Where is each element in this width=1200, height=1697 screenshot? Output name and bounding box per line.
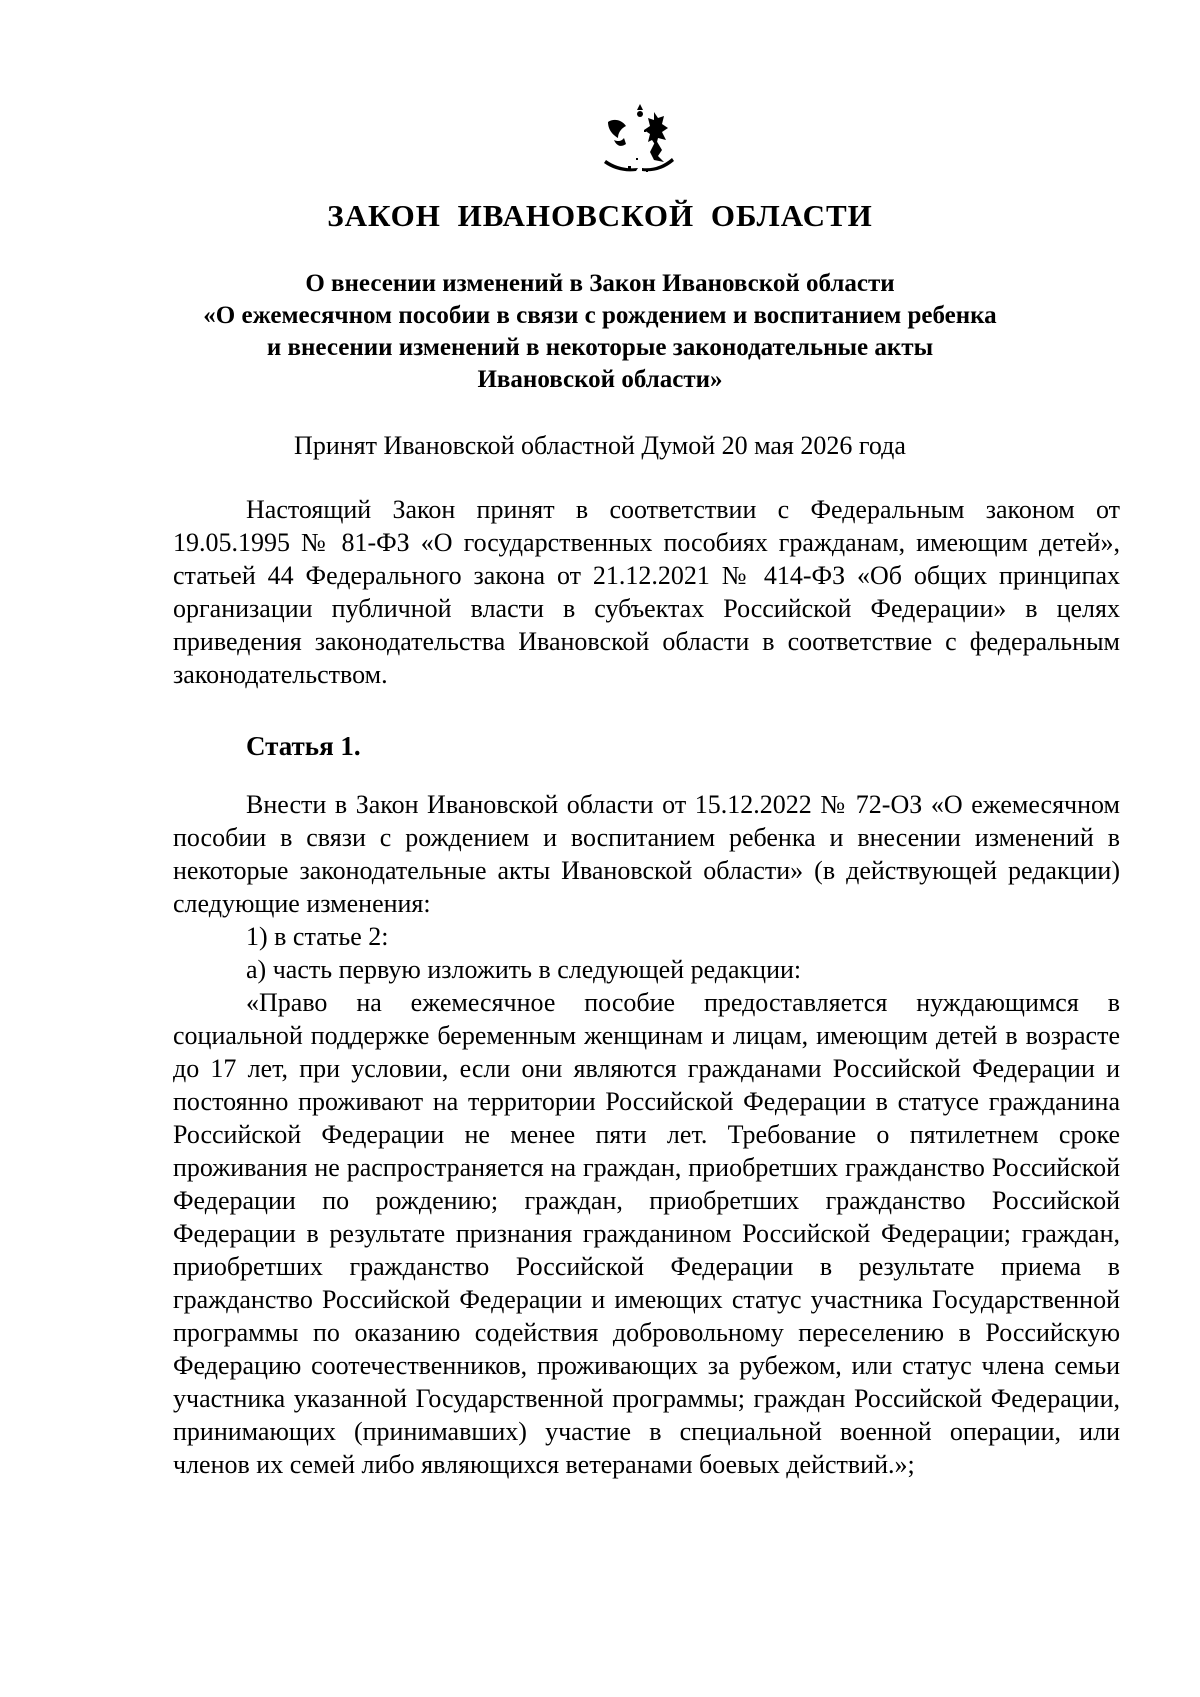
article-body — [173, 788, 1120, 1481]
article-heading: Статья 1. — [246, 731, 361, 761]
subitem-paragraph: а) часть первую изложить в следующей редакции: — [246, 955, 802, 984]
coat-of-arms-emblem — [598, 100, 682, 184]
subtitle-line: «О ежемесячном пособии в связи с рождением и воспитанием ребенка — [203, 302, 997, 329]
subtitle-line: Ивановской области» — [477, 366, 723, 393]
item-paragraph: 1) в статье 2: — [246, 922, 389, 951]
law-subtitle — [150, 268, 1050, 396]
adoption-line: Принят Ивановской областной Думой 20 мая 2026 года — [294, 431, 906, 460]
subtitle-line: О внесении изменений в Закон Ивановской области — [305, 270, 895, 297]
quoted-amendment-paragraph: «Право на ежемесячное пособие предоставляется нуждающимся в социальной поддержке беременным женщинам и лицам, имеющим детей в возрасте до 17 лет, при условии, если они являются гражданами Российской Федерации и постоянно проживают на территории Российской Федерации в статусе гражданина Российской Федерации не менее пяти лет. Требование о пятилетнем сроке проживания не распространяется на граждан, приобретших гражданство Российской Федерации по рождению; граждан, приобретших гражданство Российской Федерации в результате признания гражданином Российской Федерации; граждан, приобретших гражданство Российской Федерации в результате приема в гражданство Российской Федерации и имеющих статус участника Государственной программы по оказанию содействия добровольному переселению в Российскую Федерацию соотечественников, проживающих за рубежом, или статус члена семьи участника указанной Государственной программы; граждан Российской Федерации, принимающих (принимавших) участие в специальной военной операции, или членов их семей либо являющихся ветеранами боевых действий.»; — [173, 988, 1120, 1479]
article-intro-paragraph: Внести в Закон Ивановской области от 15.12.2022 № 72-ОЗ «О ежемесячном пособии в связи с рождением и воспитанием ребенка и внесении изменений в некоторые законодательные акты Ивановской области» (в действующей редакции) следующие изменения: — [173, 790, 1120, 918]
subtitle-line: и внесении изменений в некоторые законодательные акты — [266, 334, 934, 361]
law-title: ЗАКОН ИВАНОВСКОЙ ОБЛАСТИ — [327, 198, 873, 233]
preamble-block — [173, 493, 1120, 691]
preamble-paragraph: Настоящий Закон принят в соответствии с Федеральным законом от 19.05.1995 № 81-ФЗ «О государственных пособиях гражданам, имеющим детей», статьей 44 Федерального закона от 21.12.2021 № 414-ФЗ «Об общих принципах организации публичной власти в субъектах Российской Федерации» в целях приведения законодательства Ивановской области в соответствие с федеральным законодательством. — [173, 495, 1120, 689]
